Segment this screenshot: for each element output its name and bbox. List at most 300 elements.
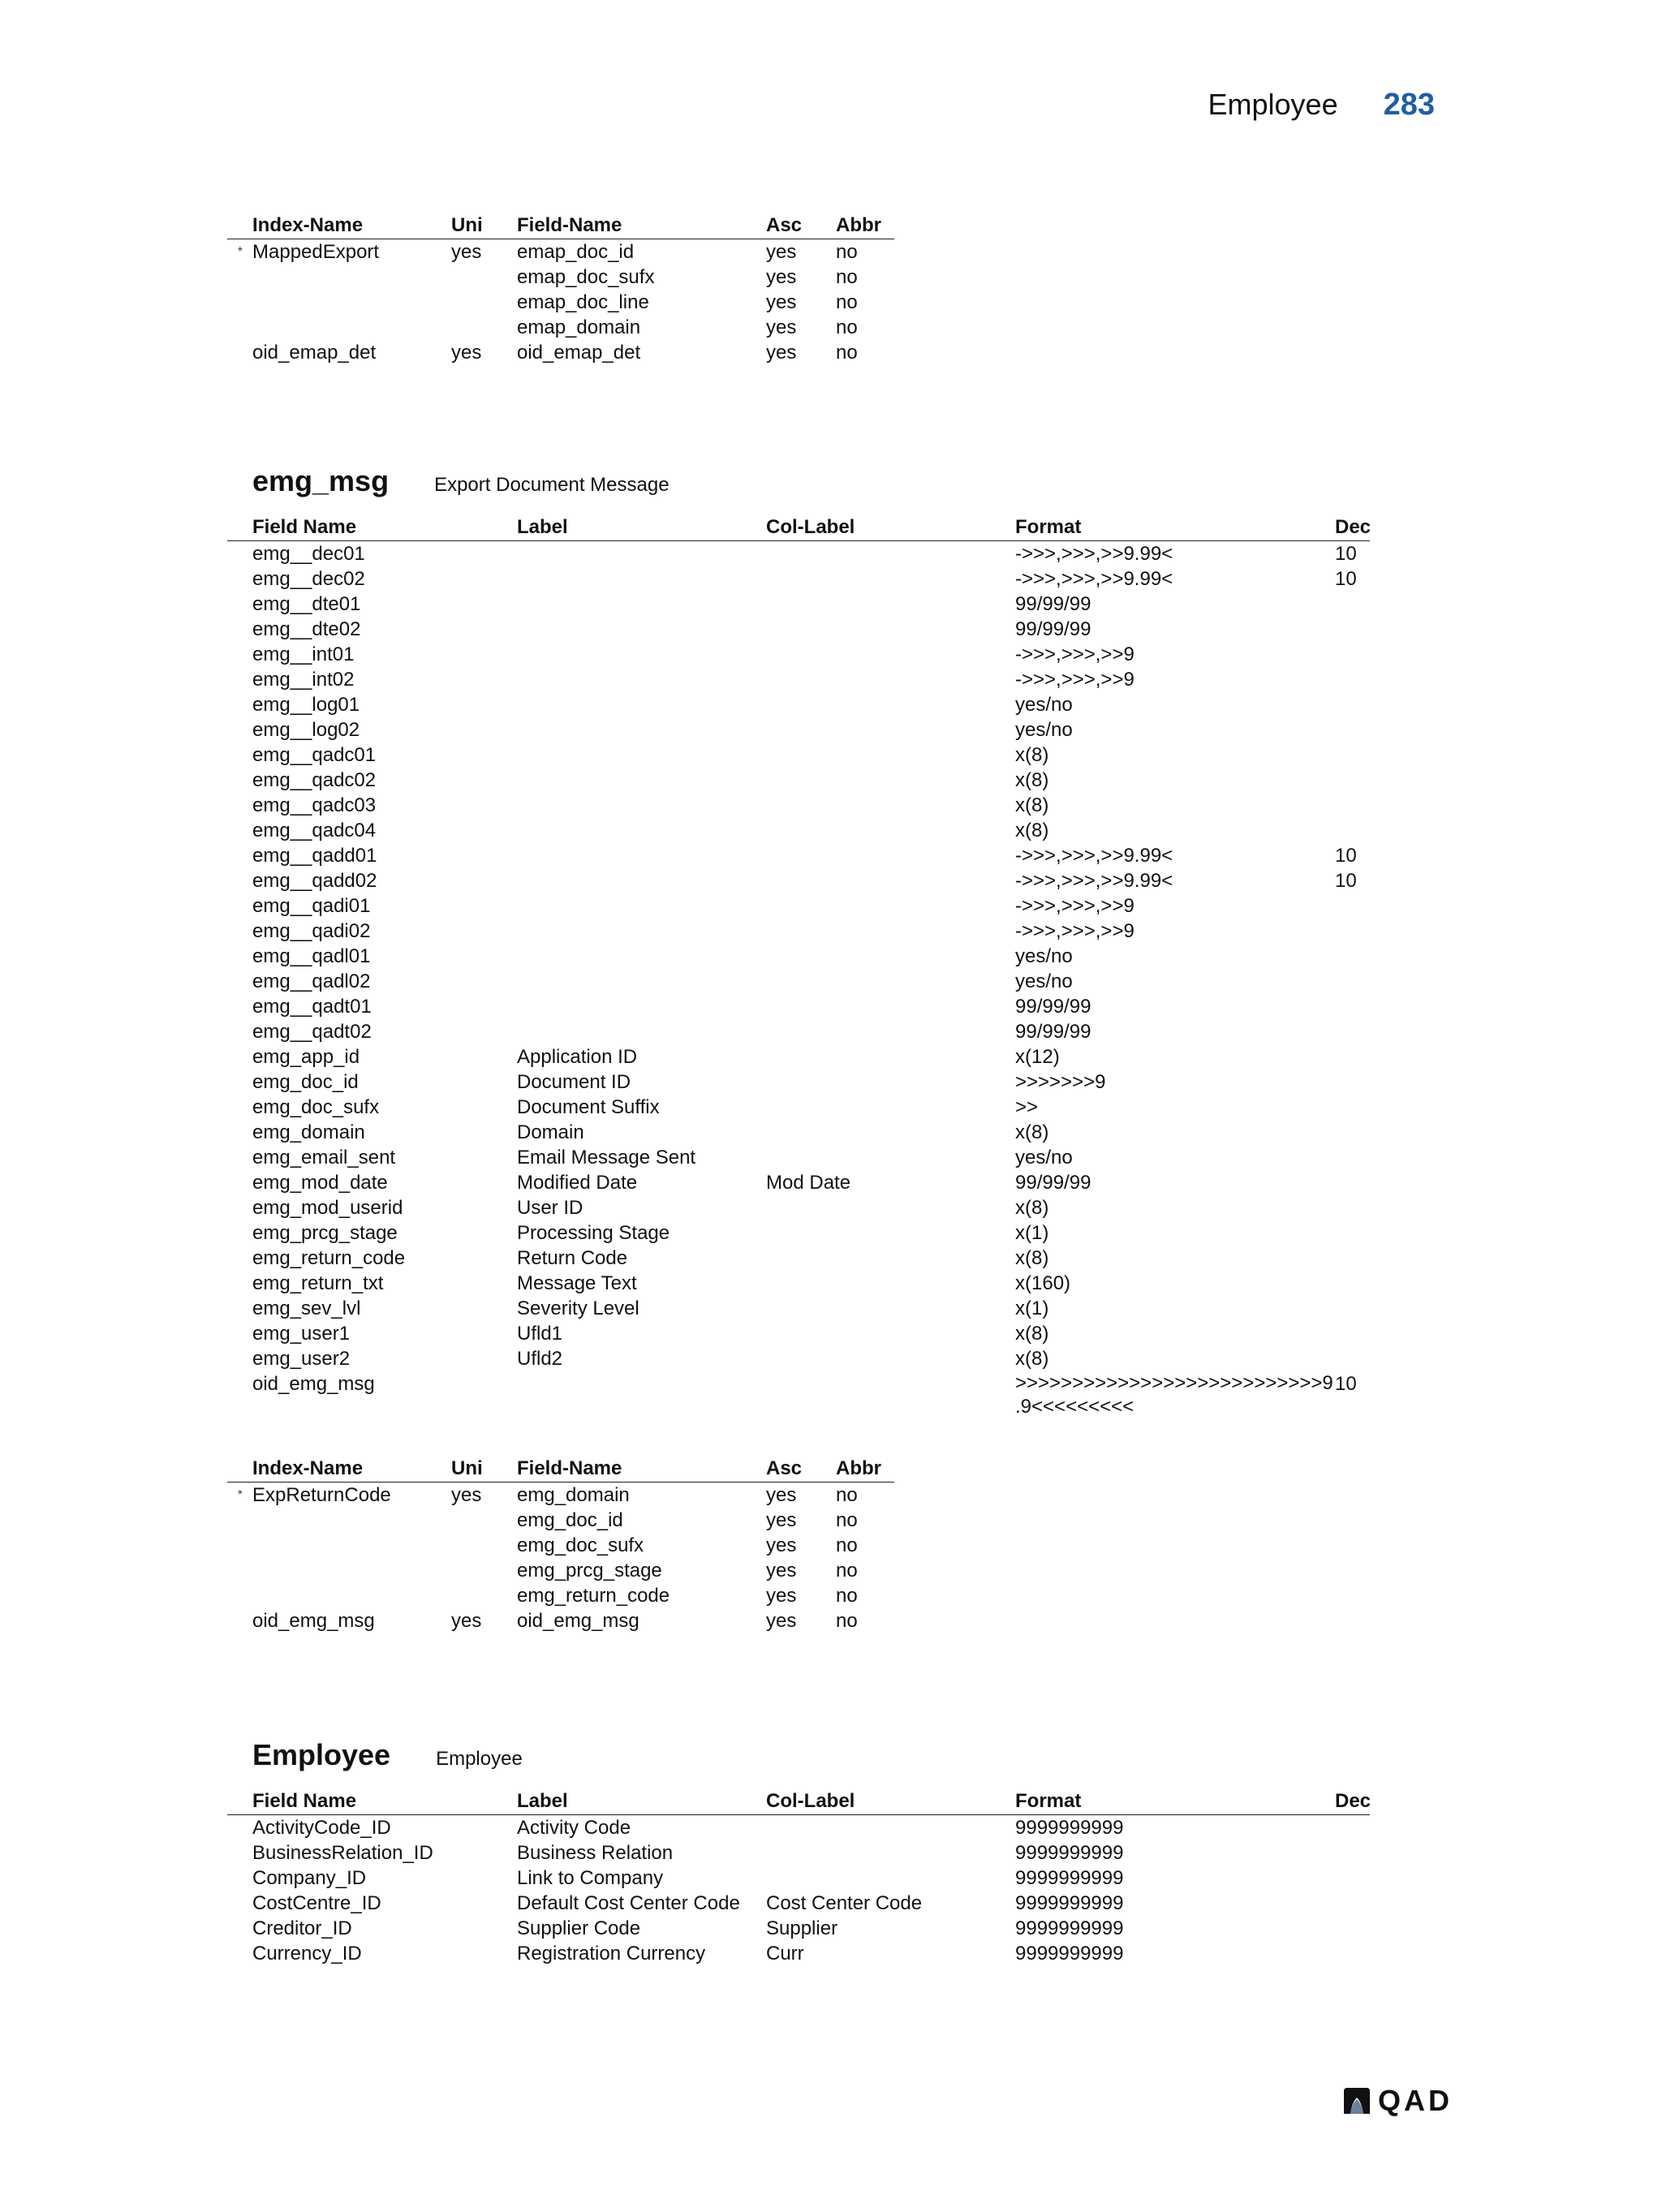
dec-cell — [1335, 1195, 1370, 1220]
col-label-cell — [766, 994, 1015, 1019]
field-name-cell: emg_email_sent — [252, 1147, 396, 1168]
logo-wordmark: QAD — [1378, 2084, 1453, 2117]
field-name-cell: Creditor_ID — [252, 1917, 352, 1939]
format-cell: yes/no — [1015, 945, 1073, 967]
col-label-cell — [766, 642, 1015, 667]
index-mark — [227, 1508, 252, 1533]
field-row — [227, 1346, 1370, 1371]
index-name-cell — [252, 1533, 451, 1558]
index-name-cell: ExpReturnCode — [252, 1484, 391, 1506]
format-cell: ->>>,>>>,>>9 — [1015, 920, 1135, 942]
format-cell: 99/99/99 — [1015, 996, 1091, 1018]
field-name-cell: emg_prcg_stage — [252, 1222, 398, 1244]
label-cell — [517, 969, 766, 994]
field-name-cell: emg__dec02 — [252, 568, 365, 590]
col-label-cell — [766, 1069, 1015, 1095]
field-row — [227, 868, 1370, 893]
field-row — [227, 1916, 1370, 1941]
field-name-cell: emg_domain — [517, 1484, 630, 1506]
format-cell: 9999999999 — [1015, 1842, 1124, 1864]
label-cell: Registration Currency — [517, 1943, 706, 1965]
spacer-cell — [227, 1866, 252, 1891]
abbr-cell: no — [836, 1509, 858, 1531]
label-cell — [517, 793, 766, 818]
index-mark — [227, 340, 252, 365]
label-cell: Message Text — [517, 1272, 637, 1294]
page-title: Employee — [1208, 88, 1338, 121]
abbr-cell: no — [836, 1610, 858, 1632]
spacer-cell — [227, 692, 252, 717]
field-row — [227, 1145, 1370, 1170]
format-cell: x(160) — [1015, 1272, 1071, 1294]
field-row — [227, 994, 1370, 1019]
spacer-cell — [227, 717, 252, 742]
field-row — [227, 717, 1370, 742]
spacer-cell — [227, 994, 252, 1019]
col-label-cell — [766, 717, 1015, 742]
col-label-cell — [766, 742, 1015, 768]
dec-cell — [1335, 1321, 1370, 1346]
spacer-cell — [227, 793, 252, 818]
spacer-cell — [227, 1019, 252, 1044]
dec-cell: 10 — [1335, 568, 1357, 590]
spacer-cell — [227, 1916, 252, 1941]
field-name-cell: emg__qadd02 — [252, 870, 377, 892]
field-name-cell: emg_return_code — [252, 1247, 406, 1269]
format-cell: yes/no — [1015, 719, 1073, 741]
col-label-cell — [766, 868, 1015, 893]
index-header-row — [227, 213, 894, 239]
index-table-mappedexport — [227, 213, 894, 365]
col-label-cell — [766, 1095, 1015, 1120]
uni-cell: yes — [451, 1484, 482, 1506]
format-cell: 9999999999 — [1015, 1917, 1124, 1939]
field-row — [227, 1095, 1370, 1120]
label-cell — [517, 843, 766, 868]
spacer-cell — [227, 1840, 252, 1866]
index-name-cell — [252, 265, 451, 290]
dec-cell — [1335, 1019, 1370, 1044]
field-name-cell: emg__int01 — [252, 643, 355, 665]
label-cell: Document ID — [517, 1071, 631, 1093]
label-cell: Application ID — [517, 1046, 638, 1068]
label-cell: Email Message Sent — [517, 1147, 696, 1168]
spacer-cell — [227, 818, 252, 843]
dec-cell — [1335, 742, 1370, 768]
format-cell: 9999999999 — [1015, 1943, 1124, 1965]
spacer-cell — [227, 1095, 252, 1120]
abbr-cell: no — [836, 241, 858, 263]
asc-cell: yes — [766, 1585, 797, 1607]
col-header-dec: Dec — [1335, 514, 1370, 541]
field-row — [227, 642, 1370, 667]
field-row — [227, 1170, 1370, 1195]
label-cell: Link to Company — [517, 1867, 664, 1889]
col-label-cell — [766, 1145, 1015, 1170]
field-name-cell: emg__qadc02 — [252, 769, 377, 791]
spacer-cell — [227, 1815, 252, 1841]
field-row — [227, 592, 1370, 617]
label-cell: Activity Code — [517, 1817, 631, 1839]
col-label-cell — [766, 566, 1015, 592]
col-label-cell — [766, 1019, 1015, 1044]
abbr-cell: no — [836, 1484, 858, 1506]
format-cell: >> — [1015, 1096, 1039, 1118]
uni-cell — [451, 1583, 517, 1608]
spacer-cell — [227, 1170, 252, 1195]
col-header-asc: Asc — [766, 1456, 836, 1483]
index-row — [227, 1558, 894, 1583]
format-cell: 99/99/99 — [1015, 593, 1091, 615]
uni-cell — [451, 290, 517, 315]
index-row — [227, 1608, 894, 1633]
spacer-cell — [227, 566, 252, 592]
field-row — [227, 843, 1370, 868]
field-table-employee — [227, 1788, 1370, 1966]
field-name-cell: emg__dte02 — [252, 618, 361, 640]
field-name-cell: emap_doc_line — [517, 291, 649, 313]
format-cell: x(8) — [1015, 794, 1049, 816]
col-label-cell — [766, 1246, 1015, 1271]
field-name-cell: emg_doc_sufx — [252, 1096, 380, 1118]
page-header — [1208, 88, 1436, 123]
uni-cell: yes — [451, 241, 482, 263]
section-title-emg-msg — [252, 464, 670, 498]
field-row — [227, 1866, 1370, 1891]
dec-cell — [1335, 667, 1370, 692]
dec-cell — [1335, 1044, 1370, 1069]
section-title-employee — [252, 1738, 523, 1772]
format-cell: x(8) — [1015, 744, 1049, 766]
table-name: Employee — [252, 1738, 391, 1771]
label-cell — [517, 717, 766, 742]
label-cell — [517, 893, 766, 919]
spacer-cell — [227, 868, 252, 893]
dec-cell — [1335, 1941, 1370, 1966]
label-cell: Document Suffix — [517, 1096, 660, 1118]
spacer-cell — [227, 1145, 252, 1170]
field-row — [227, 944, 1370, 969]
abbr-cell: no — [836, 316, 858, 338]
field-name-cell: emg__log02 — [252, 719, 360, 741]
uni-cell — [451, 1508, 517, 1533]
dec-cell — [1335, 1296, 1370, 1321]
dec-cell — [1335, 994, 1370, 1019]
spacer-cell — [227, 1044, 252, 1069]
index-name-cell — [252, 1508, 451, 1533]
spacer-cell — [227, 541, 252, 567]
field-row — [227, 919, 1370, 944]
dec-cell — [1335, 944, 1370, 969]
field-row — [227, 1069, 1370, 1095]
label-cell: Modified Date — [517, 1172, 638, 1194]
col-label-cell — [766, 1296, 1015, 1321]
col-header-field-name: Field-Name — [517, 213, 766, 239]
field-name-cell: emg__qadc01 — [252, 744, 377, 766]
dec-cell: 10 — [1335, 543, 1357, 565]
label-cell: User ID — [517, 1197, 583, 1219]
uni-cell: yes — [451, 342, 482, 364]
label-cell: Supplier Code — [517, 1917, 641, 1939]
col-label-cell — [766, 969, 1015, 994]
label-cell: Default Cost Center Code — [517, 1892, 740, 1914]
col-label-cell — [766, 1866, 1015, 1891]
format-cell: ->>>,>>>,>>9.99< — [1015, 543, 1173, 565]
qad-logo-icon — [1341, 2086, 1373, 2115]
index-name-cell — [252, 290, 451, 315]
dec-cell — [1335, 1170, 1370, 1195]
qad-logo — [1341, 2084, 1453, 2118]
col-label-cell: Supplier — [766, 1917, 838, 1939]
spacer-cell — [227, 893, 252, 919]
field-name-cell: emg_doc_id — [517, 1509, 623, 1531]
field-name-cell: emap_doc_id — [517, 241, 635, 263]
spacer-cell — [227, 592, 252, 617]
spacer-cell — [227, 1069, 252, 1095]
field-row — [227, 1044, 1370, 1069]
field-name-cell: emg__qadc04 — [252, 820, 377, 841]
asc-cell: yes — [766, 1509, 797, 1531]
index-mark — [227, 265, 252, 290]
table-description: Employee — [436, 1748, 523, 1770]
format-cell: yes/no — [1015, 1147, 1073, 1168]
index-row — [227, 1533, 894, 1558]
spacer-cell — [227, 617, 252, 642]
field-name-cell: emg_doc_sufx — [517, 1534, 644, 1556]
field-name-cell: emg__qadt01 — [252, 996, 372, 1018]
label-cell: Business Relation — [517, 1842, 674, 1864]
spacer-cell — [227, 1321, 252, 1346]
index-row — [227, 1583, 894, 1608]
spacer-cell — [227, 1271, 252, 1296]
page-number: 283 — [1383, 88, 1435, 122]
dec-cell — [1335, 1095, 1370, 1120]
format-cell: 9999999999 — [1015, 1817, 1124, 1839]
dec-cell — [1335, 1271, 1370, 1296]
col-label-cell — [766, 818, 1015, 843]
field-row — [227, 1891, 1370, 1916]
col-label-cell — [766, 919, 1015, 944]
col-header-uni: Uni — [451, 1456, 517, 1483]
index-mark — [227, 1608, 252, 1633]
label-cell: Severity Level — [517, 1298, 639, 1319]
dec-cell — [1335, 592, 1370, 617]
dec-cell — [1335, 1120, 1370, 1145]
index-name-cell: oid_emap_det — [252, 342, 377, 364]
field-row — [227, 1195, 1370, 1220]
spacer-cell — [227, 1891, 252, 1916]
index-row — [227, 1483, 894, 1508]
dec-cell — [1335, 717, 1370, 742]
col-header-col-label: Col-Label — [766, 1788, 1015, 1815]
dec-cell — [1335, 617, 1370, 642]
col-label-cell — [766, 617, 1015, 642]
index-header-row — [227, 1456, 894, 1483]
label-cell — [517, 617, 766, 642]
dec-cell — [1335, 1866, 1370, 1891]
table-description: Export Document Message — [434, 474, 670, 496]
col-header-index-name: Index-Name — [252, 1456, 451, 1483]
asc-cell: yes — [766, 241, 797, 263]
dec-cell — [1335, 1891, 1370, 1916]
field-row — [227, 969, 1370, 994]
field-name-cell: emg__qadi01 — [252, 895, 371, 917]
index-mark: * — [237, 1488, 243, 1502]
col-label-cell: Cost Center Code — [766, 1892, 923, 1914]
field-header-row — [227, 1788, 1370, 1815]
label-cell: Ufld1 — [517, 1323, 563, 1345]
dec-cell — [1335, 818, 1370, 843]
uni-cell — [451, 315, 517, 340]
col-header-format: Format — [1015, 514, 1335, 541]
label-cell — [517, 566, 766, 592]
col-label-cell — [766, 944, 1015, 969]
dec-cell — [1335, 893, 1370, 919]
format-cell: ->>>,>>>,>>9.99< — [1015, 870, 1173, 892]
field-name-cell: emg_domain — [252, 1121, 365, 1143]
label-cell — [517, 1371, 766, 1418]
field-row — [227, 1321, 1370, 1346]
field-row — [227, 667, 1370, 692]
spacer-cell — [227, 1296, 252, 1321]
uni-cell — [451, 1533, 517, 1558]
col-label-cell — [766, 1346, 1015, 1371]
dec-cell — [1335, 1840, 1370, 1866]
field-row — [227, 793, 1370, 818]
field-name-cell: emg_app_id — [252, 1046, 360, 1068]
format-cell: x(12) — [1015, 1046, 1060, 1068]
index-name-cell: oid_emg_msg — [252, 1610, 375, 1632]
asc-cell: yes — [766, 1560, 797, 1582]
spacer-cell — [227, 1246, 252, 1271]
format-cell: 9999999999 — [1015, 1892, 1124, 1914]
format-cell: ->>>,>>>,>>9.99< — [1015, 568, 1173, 590]
col-header-abbr: Abbr — [836, 1456, 894, 1483]
format-cell: x(8) — [1015, 1323, 1049, 1345]
index-name-cell: MappedExport — [252, 241, 380, 263]
field-name-cell: emg_mod_date — [252, 1172, 388, 1194]
dec-cell — [1335, 692, 1370, 717]
col-label-cell — [766, 1321, 1015, 1346]
col-header-format: Format — [1015, 1788, 1335, 1815]
format-cell: ->>>,>>>,>>9.99< — [1015, 845, 1173, 867]
table-name: emg_msg — [252, 464, 390, 497]
label-cell: Ufld2 — [517, 1348, 563, 1370]
col-header-col-label: Col-Label — [766, 514, 1015, 541]
field-name-cell: emg__qadc03 — [252, 794, 377, 816]
field-row — [227, 1815, 1370, 1841]
format-cell: yes/no — [1015, 970, 1073, 992]
label-cell: Processing Stage — [517, 1222, 670, 1244]
field-name-cell: emg__qadt02 — [252, 1021, 372, 1043]
label-cell — [517, 592, 766, 617]
dec-cell — [1335, 642, 1370, 667]
field-row — [227, 893, 1370, 919]
col-label-cell — [766, 768, 1015, 793]
field-name-cell: oid_emg_msg — [252, 1373, 375, 1395]
format-cell: 99/99/99 — [1015, 1172, 1091, 1194]
asc-cell: yes — [766, 342, 797, 364]
label-cell — [517, 868, 766, 893]
format-cell: x(8) — [1015, 820, 1049, 841]
col-header-abbr: Abbr — [836, 213, 894, 239]
format-cell: x(8) — [1015, 769, 1049, 791]
label-cell — [517, 994, 766, 1019]
field-name-cell: emg__dte01 — [252, 593, 361, 615]
col-header-field-name: Field Name — [252, 1788, 517, 1815]
index-mark — [227, 1583, 252, 1608]
format-cell: 99/99/99 — [1015, 618, 1091, 640]
col-label-cell — [766, 667, 1015, 692]
field-name-cell: emg__int02 — [252, 669, 355, 691]
label-cell — [517, 919, 766, 944]
col-header-label: Label — [517, 1788, 766, 1815]
format-cell: x(8) — [1015, 1121, 1049, 1143]
field-name-cell: emg_doc_id — [252, 1071, 359, 1093]
label-cell — [517, 692, 766, 717]
spacer-cell — [227, 1220, 252, 1246]
label-cell: Domain — [517, 1121, 584, 1143]
col-label-cell — [766, 793, 1015, 818]
field-row — [227, 566, 1370, 592]
dec-cell — [1335, 1346, 1370, 1371]
col-label-cell: Mod Date — [766, 1172, 851, 1194]
format-cell: 9999999999 — [1015, 1867, 1124, 1889]
index-row — [227, 340, 894, 365]
field-name-cell: emg_sev_lvl — [252, 1298, 361, 1319]
spacer-cell — [227, 642, 252, 667]
field-name-cell: emg_user1 — [252, 1323, 351, 1345]
field-name-cell: emg__log01 — [252, 694, 360, 716]
abbr-cell: no — [836, 1534, 858, 1556]
asc-cell: yes — [766, 291, 797, 313]
spacer-cell — [227, 969, 252, 994]
field-name-cell: emg__qadl01 — [252, 945, 371, 967]
index-mark: * — [237, 245, 243, 259]
col-header-field-name: Field-Name — [517, 1456, 766, 1483]
field-header-row — [227, 514, 1370, 541]
index-table-expreturncode — [227, 1456, 894, 1633]
format-cell: x(8) — [1015, 1348, 1049, 1370]
field-name-cell: emg__dec01 — [252, 543, 365, 565]
format-cell: x(8) — [1015, 1197, 1049, 1219]
format-cell: ->>>,>>>,>>9 — [1015, 669, 1135, 691]
field-name-cell: oid_emg_msg — [517, 1610, 639, 1632]
format-cell: ->>>,>>>,>>9 — [1015, 643, 1135, 665]
abbr-cell: no — [836, 342, 858, 364]
field-name-cell: emap_domain — [517, 316, 641, 338]
label-cell — [517, 541, 766, 567]
index-mark — [227, 290, 252, 315]
dec-cell — [1335, 969, 1370, 994]
col-header-uni: Uni — [451, 213, 517, 239]
field-row — [227, 768, 1370, 793]
field-row — [227, 1019, 1370, 1044]
asc-cell: yes — [766, 266, 797, 288]
spacer-cell — [227, 1371, 252, 1418]
spacer-cell — [227, 944, 252, 969]
col-header-dec: Dec — [1335, 1788, 1370, 1815]
label-cell — [517, 768, 766, 793]
index-row — [227, 239, 894, 265]
asc-cell: yes — [766, 316, 797, 338]
dec-cell: 10 — [1335, 845, 1357, 867]
uni-cell — [451, 265, 517, 290]
spacer-cell — [227, 1941, 252, 1966]
field-name-cell: CostCentre_ID — [252, 1892, 381, 1914]
asc-cell: yes — [766, 1484, 797, 1506]
abbr-cell: no — [836, 1585, 858, 1607]
